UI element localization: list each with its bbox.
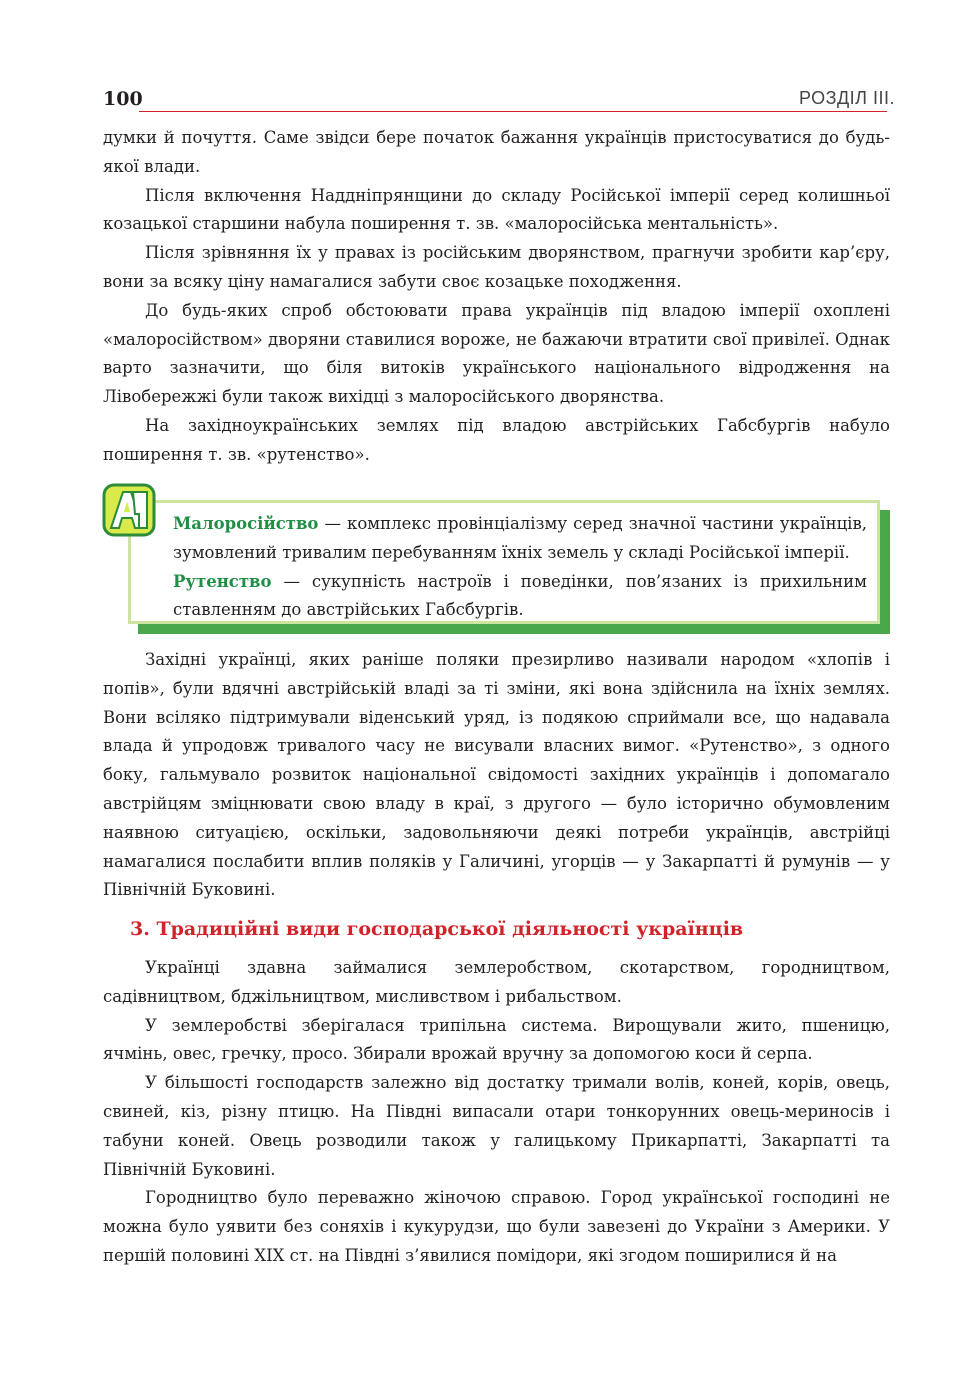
page-number: 100 (103, 88, 143, 110)
paragraph: Після включення Наддніпрянщини до складу Російської імперії серед колишньої козацької старшини набула поширення т. зв. «малоросійська ментальність». (103, 185, 890, 234)
dictionary-badge-icon (101, 482, 157, 538)
paragraph: Городництво було переважно жіночою справою. Город української господині не можна було уявити без соняхів і кукурудзи, що були завезені до України з Америки. У першій половині XIX ст. на Півдні з’явилися помідори, які згодом поширилися й на (103, 1188, 890, 1265)
paragraph: Українці здавна займалися землеробством, скотарством, городництвом, садівництвом, бджільництвом, мисливством і рибальством. (103, 958, 890, 1006)
definition-text: — сукупність настроїв і поведінки, пов’язаних із прихильним ставленням до австрійських Габсбургів. (173, 571, 867, 620)
middle-text (103, 646, 890, 905)
definition-text: — комплекс провінціалізму серед значної частини українців, зумовлений тривалим перебуванням їхніх земель у складі Російської імперії. (173, 514, 867, 562)
bottom-text (103, 954, 890, 1271)
page-header (103, 88, 895, 118)
definition-item (173, 568, 867, 626)
header-rule (139, 111, 887, 112)
paragraph: У більшості господарств залежно від достатку тримали волів, коней, корів, овець, свиней, кіз, різну птицю. На Півдні випасали отари тонкорунних овець-мериносів і табуни коней. Овець розводили також у галицькому Прикарпатті, Закарпатті та Північній Буковині. (103, 1073, 890, 1179)
paragraph: У землеробстві зберігалася трипільна система. Вирощували жито, пшеницю, ячмінь, овес, гречку, просо. Збирали врожай вручну за допомогою коси й серпа. (103, 1015, 890, 1064)
paragraph: На західноукраїнських землях під владою австрійських Габсбургів набуло поширення т. зв. «рутенство». (103, 415, 890, 464)
definition-term: Рутенство (173, 571, 272, 591)
paragraph: Західні українці, яких раніше поляки презирливо називали народом «хлопів і попів», були вдячні австрійській владі за ті зміни, які вона здійснила на їхніх землях. Вони всіляко підтримували віденський уряд, із подякою сприймали все, що надавала влада й упродовж тривалого часу не висували власних вимог. «Рутенство», з одного боку, гальмувало розвиток національної свідомості західних українців і допомагало австрійцям зміцнювати свою владу в краї, з другого — було історично обумовленим наявною ситуацією, оскільки, задовольняючи деякі потреби українців, австрійці намагалися послабити вплив поляків у Галичині, угорців — у Закарпатті й румунів — у Північній Буковині. (103, 650, 890, 900)
section-label: РОЗДІЛ ІІІ. (799, 88, 895, 108)
definition-box (128, 500, 880, 624)
definition-term: Малоросійство (173, 514, 319, 533)
paragraph: Після зрівняння їх у правах із російським дворянством, прагнучи зробити кар’єру, вони за всяку ціну намагалися забути своє козацьке походження. (103, 243, 890, 291)
definition-item (173, 510, 867, 568)
paragraph: До будь-яких спроб обстоювати права українців під владою імперії охоплені «малоросійством» дворяни ставилися вороже, не бажаючи втратити свої привілеї. Однак варто зазначити, що біля витоків українського національного відродження на Лівобережжі були також вихідці з малоросійського дворянства. (103, 300, 890, 407)
paragraph: думки й почуття. Саме звідси бере початок бажання українців пристосуватися до будь-якої влади. (103, 128, 890, 176)
top-text (103, 124, 890, 470)
section-heading: 3. Традиційні види господарської діяльності українців (130, 918, 744, 940)
